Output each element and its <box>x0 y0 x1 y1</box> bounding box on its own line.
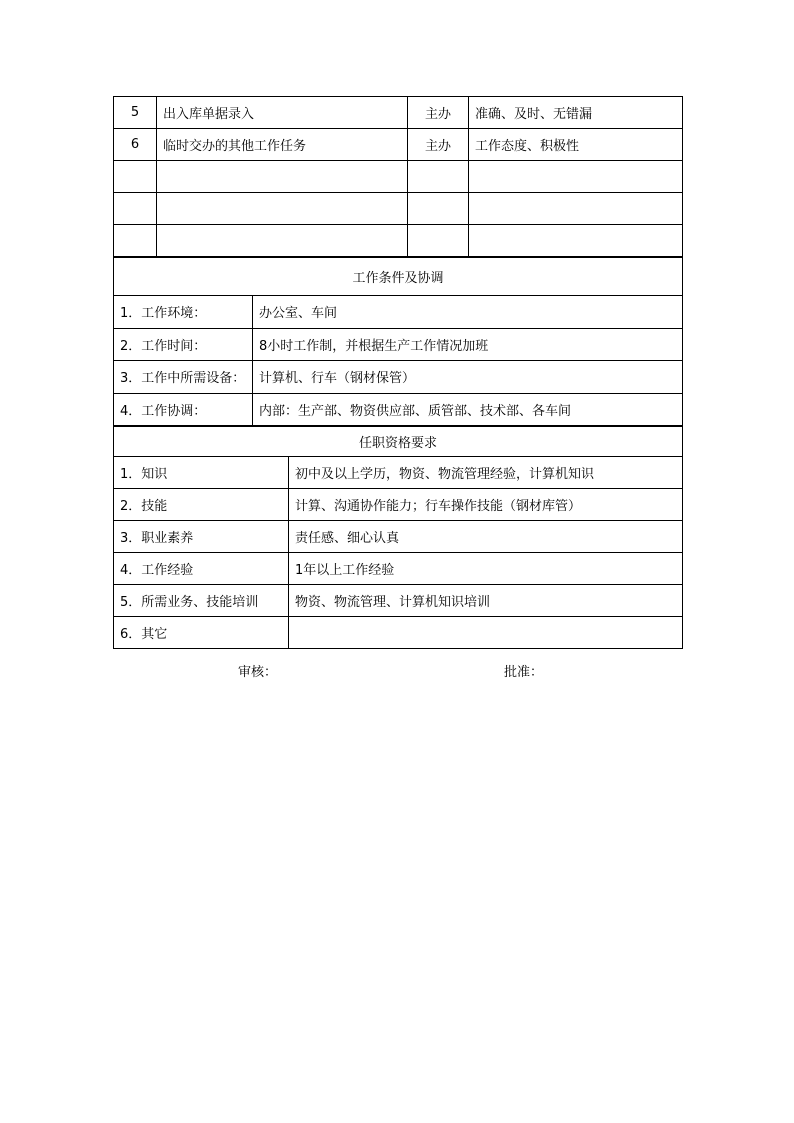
condition-label: 1．工作环境： <box>114 296 253 329</box>
task-role <box>408 193 469 225</box>
table-row <box>114 521 683 553</box>
table-row <box>114 193 683 225</box>
task-role: 主办 <box>408 129 469 161</box>
table-row <box>114 393 683 426</box>
condition-label: 4．工作协调： <box>114 393 253 426</box>
qualification-value: 责任感、细心认真 <box>289 521 683 553</box>
task-content <box>157 161 408 193</box>
condition-value: 内部：生产部、物资供应部、质管部、技术部、各车间 <box>253 393 683 426</box>
conditions-title: 工作条件及协调 <box>114 258 683 296</box>
section-header-row <box>114 427 683 457</box>
task-standard: 工作态度、积极性 <box>469 129 683 161</box>
condition-value: 8小时工作制，并根据生产工作情况加班 <box>253 328 683 361</box>
qualification-label: 1．知识 <box>114 457 289 489</box>
qualification-value: 初中及以上学历，物资、物流管理经验，计算机知识 <box>289 457 683 489</box>
qualification-label: 4．工作经验 <box>114 553 289 585</box>
qualification-value: 1年以上工作经验 <box>289 553 683 585</box>
task-number <box>114 161 157 193</box>
qualifications-table <box>113 426 683 649</box>
qualification-value: 计算、沟通协作能力；行车操作技能（钢材库管） <box>289 489 683 521</box>
task-number <box>114 193 157 225</box>
task-standard <box>469 161 683 193</box>
table-row <box>114 328 683 361</box>
condition-value: 办公室、车间 <box>253 296 683 329</box>
table-row <box>114 97 683 129</box>
table-row <box>114 161 683 193</box>
condition-label: 2．工作时间： <box>114 328 253 361</box>
table-row <box>114 361 683 394</box>
qualification-label: 5．所需业务、技能培训 <box>114 585 289 617</box>
section-header-row <box>114 258 683 296</box>
review-signature-label: 审核： <box>238 665 278 680</box>
approve-signature-label: 批准： <box>504 665 544 680</box>
qualification-value <box>289 617 683 649</box>
table-row <box>114 296 683 329</box>
table-row <box>114 129 683 161</box>
table-row <box>114 585 683 617</box>
qualification-label: 2．技能 <box>114 489 289 521</box>
task-role: 主办 <box>408 97 469 129</box>
task-role <box>408 161 469 193</box>
task-number: 5 <box>114 97 157 129</box>
task-content: 出入库单据录入 <box>157 97 408 129</box>
task-number: 6 <box>114 129 157 161</box>
table-row <box>114 225 683 257</box>
task-role <box>408 225 469 257</box>
qualifications-title: 任职资格要求 <box>114 427 683 457</box>
task-content <box>157 225 408 257</box>
condition-label: 3．工作中所需设备： <box>114 361 253 394</box>
task-content: 临时交办的其他工作任务 <box>157 129 408 161</box>
qualification-label: 6．其它 <box>114 617 289 649</box>
table-row <box>114 489 683 521</box>
qualification-value: 物资、物流管理、计算机知识培训 <box>289 585 683 617</box>
task-standard <box>469 193 683 225</box>
table-row <box>114 457 683 489</box>
qualification-label: 3．职业素养 <box>114 521 289 553</box>
task-standard <box>469 225 683 257</box>
table-row <box>114 553 683 585</box>
task-standard: 准确、及时、无错漏 <box>469 97 683 129</box>
condition-value: 计算机、行车（钢材保管） <box>253 361 683 394</box>
table-row <box>114 617 683 649</box>
task-content <box>157 193 408 225</box>
task-table <box>113 96 683 257</box>
task-number <box>114 225 157 257</box>
conditions-table <box>113 257 683 426</box>
